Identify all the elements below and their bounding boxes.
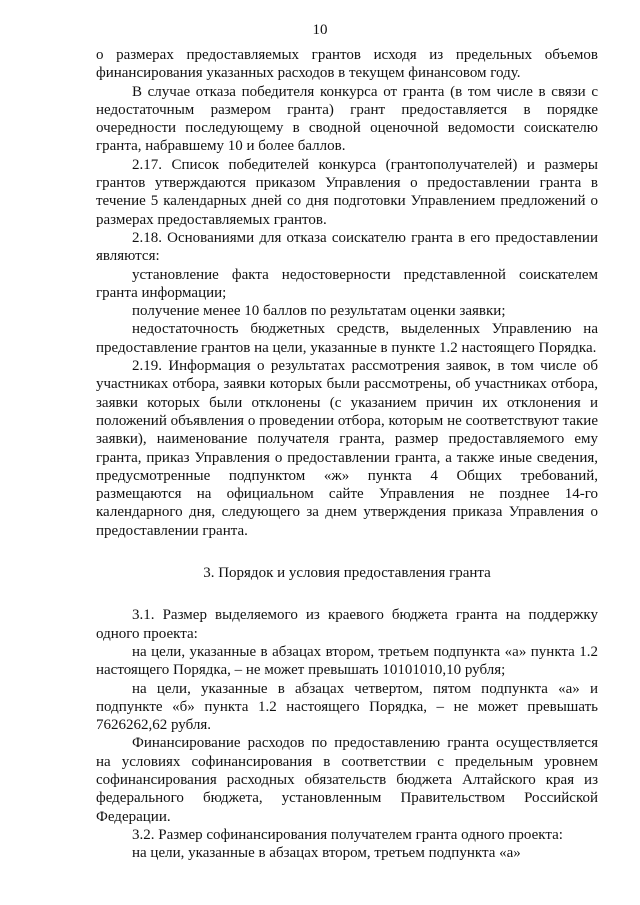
- paragraph: 3.1. Размер выделяемого из краевого бюджета гранта на поддержку одного проекта:: [96, 607, 598, 642]
- paragraph: на цели, указанные в абзацах четвертом, пятом подпункта «а» и подпункте «б» пункта 1.2 настоящего Порядка, – не может превышать 7626262,62 рубля.: [96, 680, 598, 734]
- document-body: [96, 46, 598, 862]
- paragraph: 2.17. Список победителей конкурса (грантополучателей) и размеры грантов утверждаются приказом Управления о предоставлении гранта в течение 5 календарных дней со дня подготовки Управлением предложений о размерах предоставляемых грантов.: [96, 156, 598, 228]
- paragraph: недостаточность бюджетных средств, выделенных Управлению на предоставление грантов на цели, указанные в пункте 1.2 настоящего Порядка.: [96, 321, 598, 356]
- section-heading: 3. Порядок и условия предоставления гранта: [203, 565, 491, 582]
- paragraph: установление факта недостоверности представленной соискателем гранта информации;: [96, 266, 598, 301]
- paragraph: Финансирование расходов по предоставлению гранта осуществляется на условиях софинансирования в соответствии с предельным уровнем софинансирования расходных обязательств бюджета Алтайского края из федерального бюджета, установленным Правительством Российской Федерации.: [96, 735, 598, 825]
- page-number: 10: [312, 22, 328, 38]
- paragraph: 2.19. Информация о результатах рассмотрения заявок, в том числе об участниках отбора, заявки которых были рассмотрены, об участниках отбора, заявки которых были отклонены (с указанием причин их отклонения и положений объявления о проведении отбора, которым не соответствуют такие заявки), наименование получателя гранта, размер предоставляемого ему гранта, приказ Управления о предоставлении гранта, а также иные сведения, предусмотренные подпунктом «ж» пункта 4 Общих требований, размещаются на официальном сайте Управления не позднее 14-го календарного дня, следующего за днем утверждения приказа Управления о предоставлении гранта.: [96, 358, 598, 539]
- paragraph: на цели, указанные в абзацах втором, третьем подпункта «а» пункта 1.2 настоящего Порядка, – не может превышать 10101010,10 рубля;: [96, 643, 598, 679]
- paragraph: 2.18. Основаниями для отказа соискателю гранта в его предоставлении являются:: [96, 229, 598, 265]
- paragraph: В случае отказа победителя конкурса от гранта (в том числе в связи с недостаточным размером гранта) грант предоставляется в порядке очередности последующему в сводной оценочной ведомости соискателю гранта, набравшему 10 и более баллов.: [96, 83, 598, 155]
- paragraph: 3.2. Размер софинансирования получателем гранта одного проекта:: [132, 826, 563, 843]
- paragraph: о размерах предоставляемых грантов исходя из предельных объемов финансирования указанных расходов в текущем финансовом году.: [96, 47, 598, 82]
- section-2-paragraphs: [96, 46, 598, 540]
- paragraph: на цели, указанные в абзацах втором, третьем подпункта «а»: [132, 845, 521, 862]
- paragraph: получение менее 10 баллов по результатам оценки заявки;: [132, 303, 506, 320]
- section-3-paragraphs: [96, 606, 598, 862]
